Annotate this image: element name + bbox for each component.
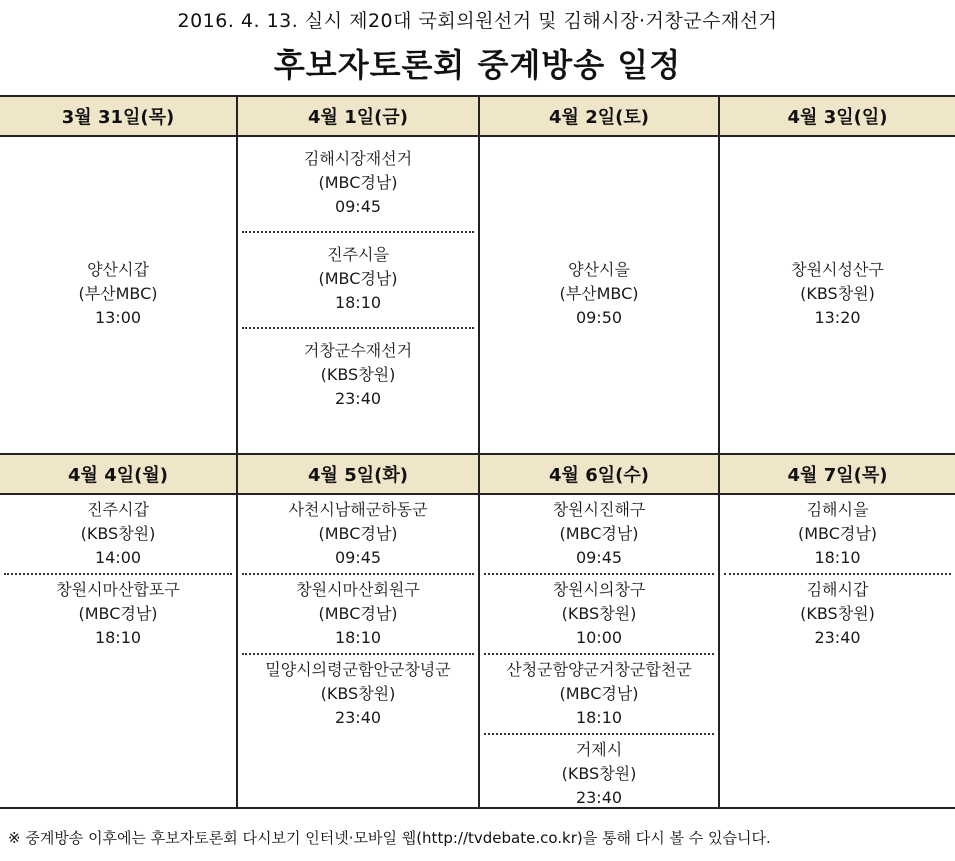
election-subtitle: 2016. 4. 13. 실시 제20대 국회의원선거 및 김해시장·거창군수재선거: [177, 10, 778, 32]
page-title: 후보자토론회 중계방송 일정: [273, 46, 682, 84]
district-name: 거제시: [575, 740, 623, 759]
district-name: 창원시진해구: [552, 500, 646, 519]
broadcast-channel: (MBC경남): [78, 604, 158, 623]
broadcast-time: 13:00: [94, 308, 142, 327]
district-name: 양산시을: [568, 260, 630, 279]
day-header: 4월 7일(목): [720, 455, 955, 495]
day-events: [0, 495, 236, 809]
day-header: 4월 1일(금): [238, 97, 478, 137]
day-header: 4월 2일(토): [480, 97, 718, 137]
broadcast-time: 18:10: [94, 628, 142, 647]
day-events: [480, 137, 718, 453]
week-row-2: [0, 453, 955, 809]
day-cell: [720, 455, 955, 809]
broadcast-event: [242, 329, 474, 423]
district-name: 양산시갑: [87, 260, 149, 279]
broadcast-time: 18:10: [575, 708, 623, 727]
day-cell: [0, 97, 238, 453]
broadcast-event: [242, 655, 474, 733]
district-name: 창원시마산합포구: [56, 580, 180, 599]
district-name: 김해시을: [806, 500, 869, 519]
day-cell: [238, 97, 480, 453]
broadcast-time: 14:00: [94, 548, 142, 567]
district-name: 창원시성산구: [791, 260, 884, 279]
day-header: 4월 5일(화): [238, 455, 478, 495]
day-cell: [720, 97, 955, 453]
broadcast-channel: (부산MBC): [559, 284, 639, 303]
broadcast-channel: (KBS창원): [320, 684, 396, 703]
broadcast-channel: (MBC경남): [318, 604, 398, 623]
broadcast-time: 18:10: [334, 293, 382, 312]
district-name: 김해시장재선거: [303, 149, 413, 168]
broadcast-time: 23:40: [575, 788, 623, 807]
broadcast-time: 09:45: [575, 548, 623, 567]
district-name: 산청군함양군거창군합천군: [506, 660, 692, 679]
broadcast-time: 10:00: [575, 628, 623, 647]
district-name: 진주시갑: [87, 500, 149, 519]
broadcast-channel: (KBS창원): [320, 365, 396, 384]
week-row-1: [0, 97, 955, 453]
broadcast-time: 18:10: [334, 628, 382, 647]
district-name: 거창군수재선거: [303, 341, 413, 360]
broadcast-channel: (부산MBC): [78, 284, 158, 303]
district-name: 밀양시의령군함안군창녕군: [265, 660, 451, 679]
broadcast-channel: (KBS창원): [800, 604, 875, 623]
day-cell: [480, 455, 720, 809]
broadcast-event: [484, 495, 714, 573]
day-events: [720, 137, 955, 453]
broadcast-event: [484, 248, 714, 342]
broadcast-event: [4, 495, 232, 573]
broadcast-event: [4, 248, 232, 342]
broadcast-time: 09:50: [575, 308, 623, 327]
broadcast-channel: (MBC경남): [559, 684, 639, 703]
district-name: 창원시마산회원구: [296, 580, 420, 599]
broadcast-channel: (KBS창원): [80, 524, 156, 543]
day-events: [238, 495, 478, 809]
district-name: 사천시남해군하동군: [288, 500, 428, 519]
day-cell: [238, 455, 480, 809]
day-events: [480, 495, 718, 813]
broadcast-time: 13:20: [814, 308, 861, 327]
broadcast-channel: (MBC경남): [559, 524, 639, 543]
broadcast-event: [242, 137, 474, 231]
broadcast-time: 09:45: [334, 197, 382, 216]
day-cell: [480, 97, 720, 453]
broadcast-channel: (MBC경남): [318, 269, 398, 288]
day-header: 4월 6일(수): [480, 455, 718, 495]
district-name: 진주시을: [327, 245, 389, 264]
broadcast-event: [242, 575, 474, 653]
broadcast-event: [724, 248, 951, 342]
broadcast-event: [4, 575, 232, 653]
broadcast-channel: (MBC경남): [318, 524, 398, 543]
day-events: [720, 495, 955, 809]
broadcast-event: [484, 655, 714, 733]
broadcast-channel: (KBS창원): [561, 764, 637, 783]
broadcast-event: [724, 495, 951, 573]
district-name: 창원시의창구: [552, 580, 646, 599]
broadcast-channel: (KBS창원): [800, 284, 875, 303]
day-header: 3월 31일(목): [0, 97, 236, 137]
footer-note: ※ 중계방송 이후에는 후보자토론회 다시보기 인터넷·모바일 웹(http://tvdebate.co.kr)을 통해 다시 볼 수 있습니다.: [8, 829, 771, 847]
broadcast-event: [242, 233, 474, 327]
district-name: 김해시갑: [806, 580, 869, 599]
day-cell: [0, 455, 238, 809]
broadcast-event: [484, 735, 714, 813]
day-header: 4월 4일(월): [0, 455, 236, 495]
broadcast-time: 23:40: [334, 708, 382, 727]
broadcast-event: [242, 495, 474, 573]
day-events: [0, 137, 236, 453]
broadcast-channel: (MBC경남): [797, 524, 878, 543]
day-header: 4월 3일(일): [720, 97, 955, 137]
broadcast-time: 23:40: [814, 628, 861, 647]
broadcast-channel: (KBS창원): [561, 604, 637, 623]
day-events: [238, 137, 478, 453]
broadcast-time: 18:10: [814, 548, 861, 567]
broadcast-time: 23:40: [334, 389, 382, 408]
broadcast-event: [484, 575, 714, 653]
broadcast-channel: (MBC경남): [318, 173, 398, 192]
schedule-grid: [0, 95, 955, 809]
broadcast-event: [724, 575, 951, 653]
broadcast-time: 09:45: [334, 548, 382, 567]
